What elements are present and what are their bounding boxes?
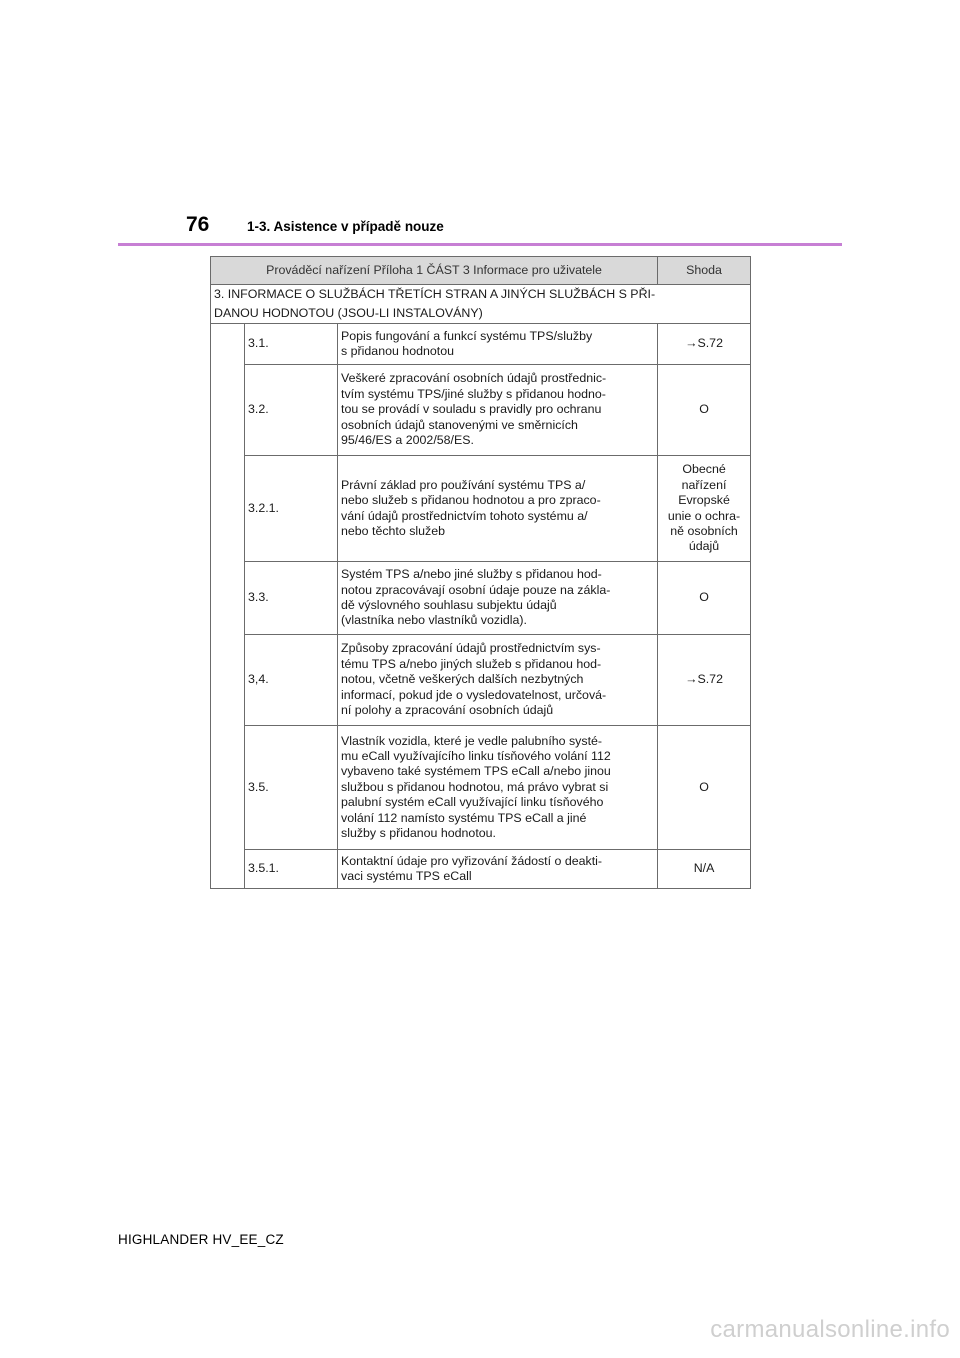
table-row — [211, 456, 751, 562]
indent-cell — [211, 324, 245, 889]
row-description: Právní základ pro používání systému TPS a/ nebo služeb s přidanou hodnotou a pro zpraco- vání údajů prostřednictvím tohoto systému a/ nebo těchto služeb — [338, 456, 658, 562]
page-number: 76 — [186, 213, 210, 236]
row-description: Veškeré zpracování osobních údajů prostřednic- tvím systému TPS/jiné služby s přidanou hodno- tou se provádí v souladu s pravidly pro ochranu osobních údajů stanovenými ve směrnicích 95/46/ES a 2002/58/ES. — [338, 365, 658, 456]
row-description: Vlastník vozidla, které je vedle palubního systé- mu eCall využívajícího linku tísňového volání 112 vybaveno také systémem TPS eCall a/nebo jinou službou s přidanou hodnotou, má právo vybrat si palubní systém eCall využívající linku tísňového volání 112 namísto systému TPS eCall a jiné služby s přidanou hodnotou. — [338, 726, 658, 850]
watermark: carmanualsonline.info — [710, 1316, 950, 1343]
row-number: 3.2.1. — [245, 456, 338, 562]
row-description: Způsoby zpracování údajů prostřednictvím sys- tému TPS a/nebo jiných služeb s přidanou hod- notou, včetně veškerých dalších nezbytných informací, pokud jde o vysledovatelnost, určová- ní polohy a zpracování osobních údajů — [338, 635, 658, 726]
section-heading-text: 3. INFORMACE O SLUŽBÁCH TŘETÍCH STRAN A JINÝCH SLUŽBÁCH S PŘI- DANOU HODNOTOU (JSOU-LI INSTALOVÁNY) — [214, 287, 656, 320]
header-cell-compliance: Shoda — [658, 257, 751, 285]
row-compliance: O — [658, 562, 751, 635]
section-heading-row — [211, 285, 751, 324]
row-number: 3.3. — [245, 562, 338, 635]
row-description: Kontaktní údaje pro vyřizování žádostí o deakti- vaci systému TPS eCall — [338, 850, 658, 889]
row-number: 3.5.1. — [245, 850, 338, 889]
footer-model: HIGHLANDER HV_EE_CZ — [118, 1232, 284, 1247]
table-row — [211, 562, 751, 635]
table-row — [211, 850, 751, 889]
row-number: 3.2. — [245, 365, 338, 456]
section-title: 1-3. Asistence v případě nouze — [247, 219, 444, 234]
row-compliance: →S.72 — [658, 635, 751, 726]
compliance-table — [210, 256, 751, 889]
row-number: 3.5. — [245, 726, 338, 850]
row-description: Systém TPS a/nebo jiné služby s přidanou hod- notou zpracovávají osobní údaje pouze na zákla- dě výslovného souhlasu subjektu údajů (vlastníka nebo vlastníků vozidla). — [338, 562, 658, 635]
table-row — [211, 365, 751, 456]
row-description: Popis fungování a funkcí systému TPS/služby s přidanou hodnotou — [338, 324, 658, 365]
row-compliance: Obecné nařízení Evropské unie o ochra- ně osobních údajů — [658, 456, 751, 562]
row-number: 3,4. — [245, 635, 338, 726]
section-heading — [211, 285, 751, 324]
row-compliance: O — [658, 365, 751, 456]
header-rule — [118, 243, 842, 246]
row-compliance: O — [658, 726, 751, 850]
table-row — [211, 324, 751, 365]
row-number: 3.1. — [245, 324, 338, 365]
table-row — [211, 726, 751, 850]
row-compliance: N/A — [658, 850, 751, 889]
row-compliance: →S.72 — [658, 324, 751, 365]
table-row — [211, 635, 751, 726]
header-cell-requirement: Prováděcí nařízení Příloha 1 ČÁST 3 Informace pro uživatele — [211, 257, 658, 285]
table-header-row — [211, 257, 751, 285]
